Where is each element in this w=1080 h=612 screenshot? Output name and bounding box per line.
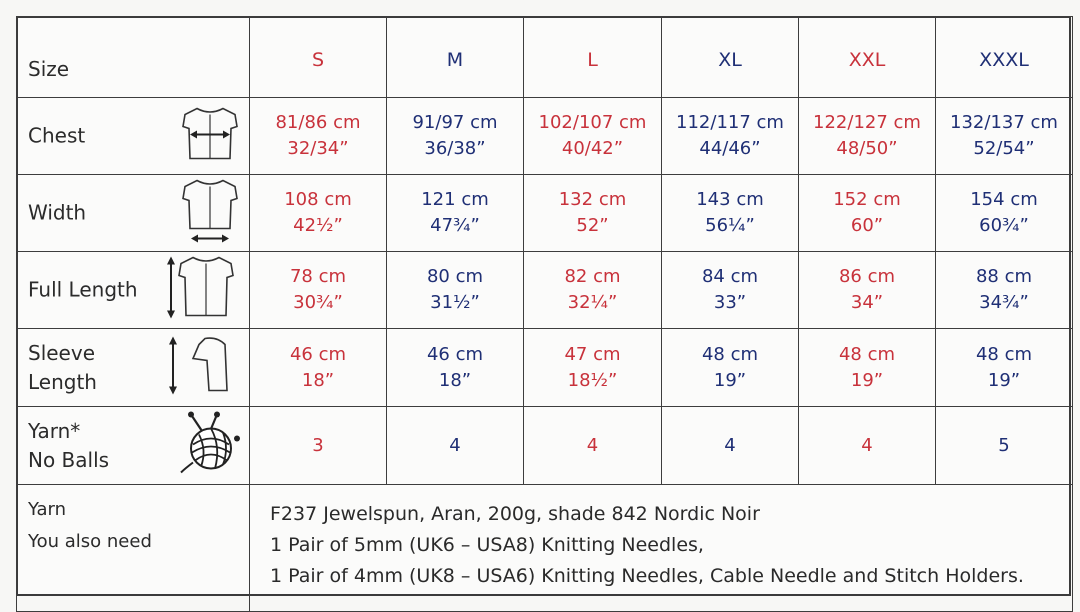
row-label-chest (17, 98, 250, 175)
size-header-xxl (799, 17, 936, 98)
row-label-text: Width (28, 200, 87, 225)
size-name: L (587, 49, 598, 71)
cardigan-width-icon (179, 177, 241, 250)
size-header-m (387, 17, 524, 98)
size-header-s (250, 17, 387, 98)
row-label-text: Full Length (28, 277, 138, 302)
table-cell: 108 cm 42½” (250, 175, 387, 252)
table-cell: 143 cm 56¼” (662, 175, 799, 252)
table-cell: 152 cm 60” (799, 175, 936, 252)
yarn-description: F237 Jewelspun, Aran, 200g, shade 842 Nordic Noir (270, 503, 760, 525)
table-cell: 47 cm 18½” (524, 329, 662, 407)
table-cell: 121 cm 47¾” (387, 175, 524, 252)
table-row-sleeve-length (17, 329, 1073, 407)
table-row-chest (17, 98, 1073, 175)
table-cell: 46 cm 18” (387, 329, 524, 407)
table-cell: 88 cm 34¾” (936, 252, 1073, 329)
yarn-label: Yarn (28, 499, 67, 520)
header-row (17, 17, 1073, 98)
materials-label (17, 485, 250, 612)
row-label-text: Yarn* No Balls (28, 418, 110, 472)
size-header-l (524, 17, 662, 98)
table-cell: 102/107 cm 40/42” (524, 98, 662, 175)
table-cell: 82 cm 32¼” (524, 252, 662, 329)
needle-line-4mm: 1 Pair of 4mm (UK8 – USA6) Knitting Needles, Cable Needle and Stitch Holders. (270, 565, 1024, 587)
size-header-xxxl (936, 17, 1073, 98)
table-cell: 48 cm 19” (936, 329, 1073, 407)
table-cell: 86 cm 34” (799, 252, 936, 329)
table-cell: 132 cm 52” (524, 175, 662, 252)
table-cell: 4 (387, 407, 524, 485)
size-name: XXL (848, 49, 886, 71)
row-label-full-length (17, 252, 250, 329)
table-cell: 4 (662, 407, 799, 485)
table-cell: 3 (250, 407, 387, 485)
table-cell: 154 cm 60¾” (936, 175, 1073, 252)
size-name: XXXL (979, 49, 1029, 71)
materials-text (250, 485, 1073, 612)
table-cell: 46 cm 18” (250, 329, 387, 407)
size-label-text: Size (28, 57, 70, 81)
table-cell: 84 cm 33” (662, 252, 799, 329)
table-cell: 112/117 cm 44/46” (662, 98, 799, 175)
size-name: S (311, 49, 325, 71)
row-label-text: Sleeve Length (28, 340, 97, 394)
table-cell: 4 (524, 407, 662, 485)
table-cell: 5 (936, 407, 1073, 485)
size-header-xl (662, 17, 799, 98)
cardigan-length-icon (163, 254, 241, 327)
table-cell: 122/127 cm 48/50” (799, 98, 936, 175)
size-name: XL (718, 49, 742, 71)
table-row-yarn-balls (17, 407, 1073, 485)
table-row-materials (17, 485, 1073, 612)
table-cell: 91/97 cm 36/38” (387, 98, 524, 175)
needle-line-5mm: 1 Pair of 5mm (UK6 – USA8) Knitting Needles, (270, 534, 704, 556)
table-cell: 4 (799, 407, 936, 485)
also-need-label: You also need (28, 531, 152, 552)
row-label-text: Chest (28, 123, 86, 148)
table-cell: 132/137 cm 52/54” (936, 98, 1073, 175)
size-name: M (446, 49, 464, 71)
table-cell: 81/86 cm 32/34” (250, 98, 387, 175)
yarn-ball-needles-icon (177, 410, 243, 481)
sleeve-length-icon (165, 334, 237, 401)
size-chart-table (16, 16, 1073, 612)
row-label-yarn-balls (17, 407, 250, 485)
cardigan-chest-icon (179, 103, 241, 170)
row-label-sleeve-length (17, 329, 250, 407)
table-row-full-length (17, 252, 1073, 329)
table-row-width (17, 175, 1073, 252)
table-cell: 78 cm 30¾” (250, 252, 387, 329)
table-cell: 80 cm 31½” (387, 252, 524, 329)
table-cell: 48 cm 19” (799, 329, 936, 407)
table-cell: 48 cm 19” (662, 329, 799, 407)
row-label-width (17, 175, 250, 252)
size-header-label (17, 17, 250, 98)
